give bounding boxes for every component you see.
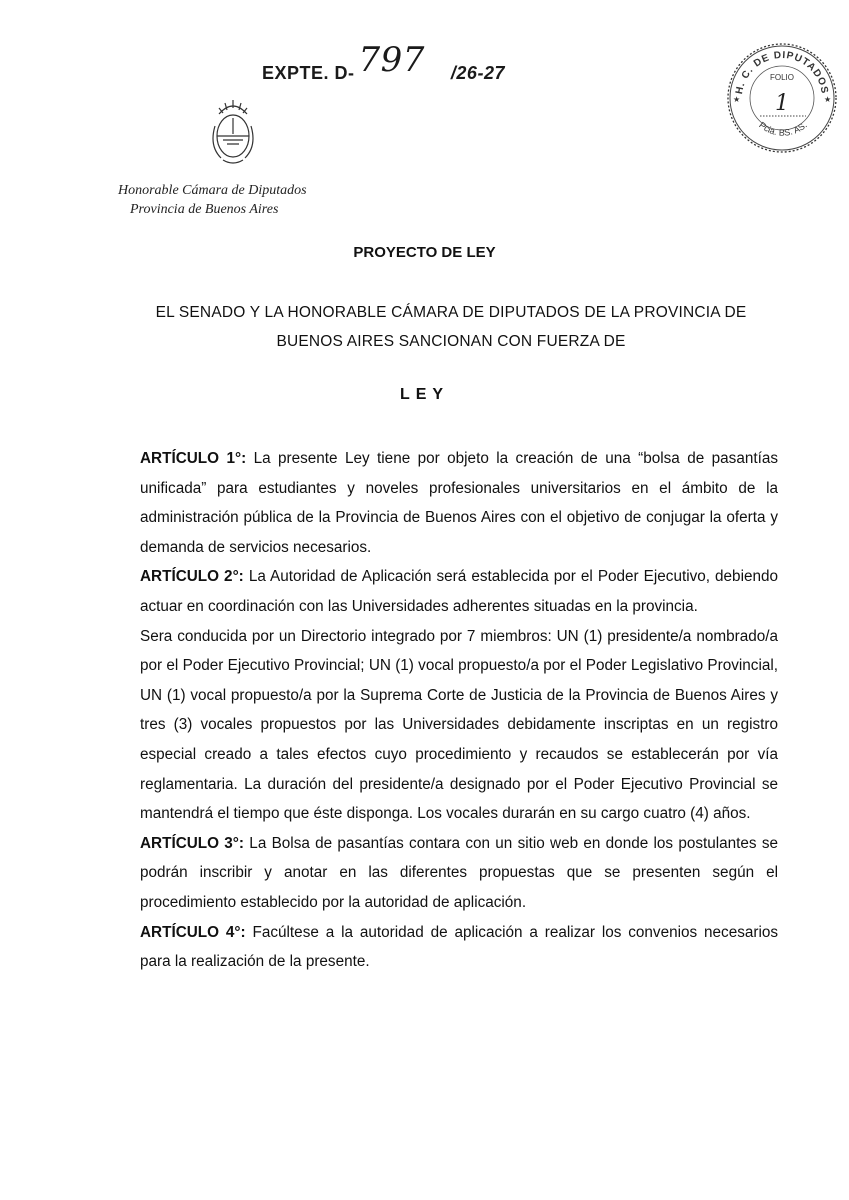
law-body: [140, 444, 778, 977]
folio-stamp: [724, 40, 840, 156]
article-text: Facúltese a la autoridad de aplicación a realizar los convenios necesarios para la realización de la presente.: [140, 923, 779, 971]
article-label: ARTÍCULO 2°:: [140, 568, 244, 586]
svg-text:★: ★: [824, 95, 832, 104]
ley-heading: LEY: [399, 386, 450, 403]
expte-handwritten-number: 797: [358, 40, 425, 80]
article-label: ARTÍCULO 1°:: [140, 450, 247, 467]
svg-text:★: ★: [733, 95, 741, 104]
chamber-name: [118, 181, 307, 219]
article-2-paragraph: Sera conducida por un Directorio integrado por 7 miembros: UN (1) presidente/a nombrado/a por el Poder Ejecutivo Provincial; UN (1) vocal propuesto/a por el Poder Legislativo Provincial, UN (1) vocal propuesto/a por la Suprema Corte de Justicia de la Provincia de Buenos Aires y tres (3) vocales propuestos por las Universidades debidamente inscriptas en un registro especial creado a tales efectos cuyo procedimiento y recaudos se establecerán por vía reglamentaria. La duración del presidente/a designado por el Poder Ejecutivo Provincial se mantendrá el tiempo que éste disponga. Los vocales durarán en su cargo cuatro (4) años.: [140, 627, 778, 823]
stamp-folio-number: 1: [775, 91, 789, 116]
article-label: ARTÍCULO 4°:: [140, 923, 246, 941]
article-4: [140, 918, 778, 977]
chamber-line-2: Provincia de Buenos Aires: [130, 202, 279, 217]
article-3: [140, 829, 778, 918]
enacting-line-2: BUENOS AIRES SANCIONAN CON FUERZA DE: [276, 333, 626, 350]
article-2: [140, 562, 778, 621]
expte-suffix: /26-27: [450, 63, 505, 83]
document-title: PROYECTO DE LEY: [353, 244, 496, 261]
enacting-line-1: EL SENADO Y LA HONORABLE CÁMARA DE DIPUTADOS DE LA PROVINCIA DE: [155, 304, 747, 321]
article-label: ARTÍCULO 3°:: [140, 834, 245, 852]
article-text: La presente Ley tiene por objeto la creación de una “bolsa de pasantías unificada” para estudiantes y noveles profesionales universitarios en el ámbito de la administración pública de la Provincia de Buenos Aires con el objetivo de conjugar la oferta y demanda de servicios necesarios.: [140, 450, 778, 556]
article-1: [140, 444, 778, 562]
article-text: La Autoridad de Aplicación será establecida por el Poder Ejecutivo, debiendo actuar en coordinación con las Universidades adherentes situadas en la provincia.: [140, 568, 778, 615]
stamp-top-text: H. C. DE DIPUTADOS: [734, 49, 830, 96]
expte-label: EXPTE. D-: [262, 63, 355, 83]
stamp-folio-label: FOLIO: [769, 73, 795, 82]
chamber-line-1: Honorable Cámara de Diputados: [118, 183, 307, 198]
enacting-clause: [120, 298, 782, 356]
expediente-number: [262, 40, 505, 88]
svg-text:Pcia. BS. AS.: [757, 120, 809, 138]
provincial-coat-of-arms-icon: [205, 96, 261, 168]
stamp-bottom-text: Pcia. BS. AS.: [757, 119, 809, 138]
article-text: La Bolsa de pasantías contara con un sitio web en donde los postulantes se podrán inscribir y anotar en las diferentes propuestas que se presenten según el procedimiento establecido por la autoridad de aplicación.: [140, 834, 778, 911]
